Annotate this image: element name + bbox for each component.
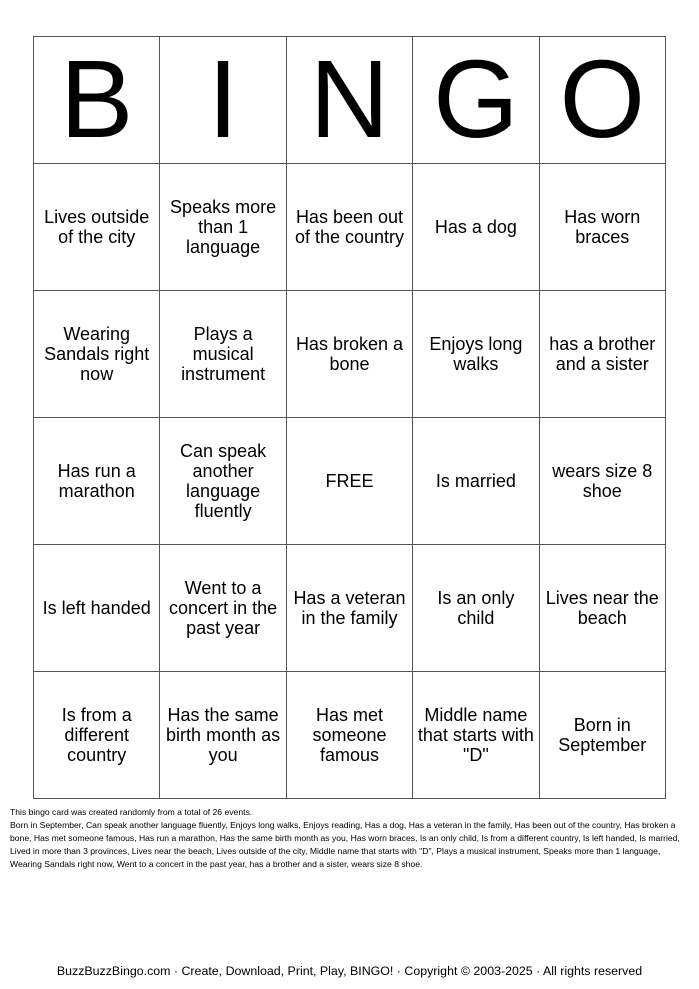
bingo-card xyxy=(33,36,666,799)
header-letter-o: O xyxy=(539,37,665,164)
bingo-cell: Middle name that starts with "D" xyxy=(413,672,539,799)
bingo-row-3 xyxy=(34,418,666,545)
bingo-cell: wears size 8 shoe xyxy=(539,418,665,545)
header-letter-g: G xyxy=(413,37,539,164)
event-footnote xyxy=(10,806,692,871)
footnote-event-list: Born in September, Can speak another language fluently, Enjoys long walks, Enjoys reading, Has a dog, Has a veteran in the family, Has been out of the country, Has broken a bone, Has met someone famous, Has run a marathon, Has the same birth month as you, Has worn braces, Is an only child, Is from a different country, Is left handed, Is married, Lived in more than 3 provinces, Lives near the beach, Lives outside of the city, Middle name that starts with "D", Plays a musical instrument, Speaks more than 1 language, Wearing Sandals right now, Went to a concert in the past year, has a brother and a sister, wears size 8 shoe. xyxy=(10,820,680,869)
site-footer: BuzzBuzzBingo.com · Create, Download, Print, Play, BINGO! · Copyright © 2003-2025 · All rights reserved xyxy=(56,964,643,978)
header-letter-n: N xyxy=(286,37,412,164)
bingo-row-1 xyxy=(34,164,666,291)
bingo-cell: Has worn braces xyxy=(539,164,665,291)
bingo-cell: Plays a musical instrument xyxy=(160,291,286,418)
bingo-cell: Lives outside of the city xyxy=(34,164,160,291)
bingo-cell: Enjoys long walks xyxy=(413,291,539,418)
bingo-free-cell: FREE xyxy=(286,418,412,545)
bingo-cell: Has met someone famous xyxy=(286,672,412,799)
bingo-cell: Has the same birth month as you xyxy=(160,672,286,799)
footnote-summary: This bingo card was created randomly from a total of 26 events. xyxy=(10,807,253,817)
bingo-cell: Is from a different country xyxy=(34,672,160,799)
bingo-row-4 xyxy=(34,545,666,672)
bingo-cell: Has broken a bone xyxy=(286,291,412,418)
bingo-cell: Went to a concert in the past year xyxy=(160,545,286,672)
bingo-cell: Wearing Sandals right now xyxy=(34,291,160,418)
bingo-cell: Has been out of the country xyxy=(286,164,412,291)
bingo-cell: has a brother and a sister xyxy=(539,291,665,418)
bingo-row-5 xyxy=(34,672,666,799)
bingo-header-row xyxy=(34,37,666,164)
bingo-cell: Lives near the beach xyxy=(539,545,665,672)
bingo-cell: Has a dog xyxy=(413,164,539,291)
bingo-cell: Is married xyxy=(413,418,539,545)
header-letter-i: I xyxy=(160,37,286,164)
bingo-cell: Has run a marathon xyxy=(34,418,160,545)
bingo-cell: Speaks more than 1 language xyxy=(160,164,286,291)
bingo-cell: Is an only child xyxy=(413,545,539,672)
header-letter-b: B xyxy=(34,37,160,164)
bingo-cell: Born in September xyxy=(539,672,665,799)
bingo-cell: Has a veteran in the family xyxy=(286,545,412,672)
bingo-cell: Is left handed xyxy=(34,545,160,672)
bingo-row-2 xyxy=(34,291,666,418)
bingo-cell: Can speak another language fluently xyxy=(160,418,286,545)
